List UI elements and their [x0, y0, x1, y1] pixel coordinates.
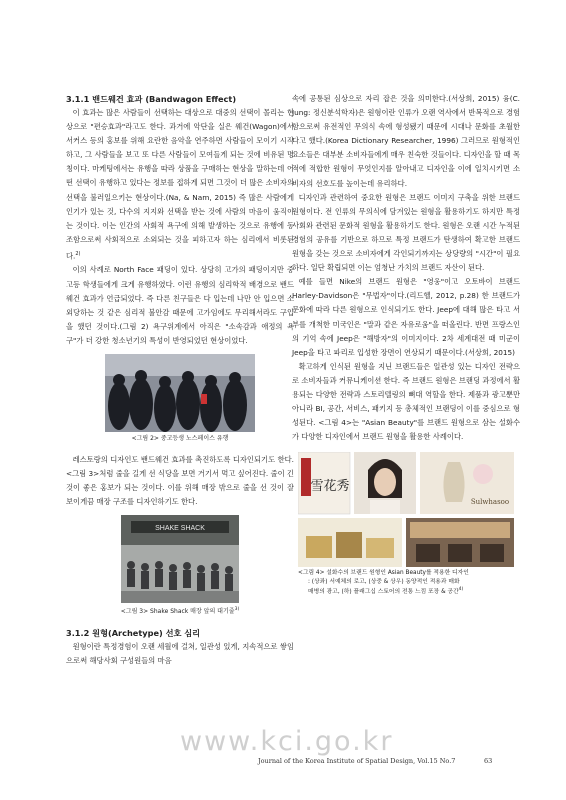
footnote-marker: 3) — [234, 607, 240, 613]
figure-3-caption — [66, 605, 294, 616]
paragraph: 확고하게 인식된 원형을 지닌 브랜드들은 일관성 있는 디자인 전략으로 소비자들과 커뮤니케이션 한다. 즉 브랜드 원형은 브랜딩 과정에서 활용되는 다양한 전략과 스토리텔링의 뼈대 역할을 한다. 제품과 광고뿐만 아니라 BI, 공간, 서비스, 패키지 등 총체적인 브랜딩이 이를 중심으로 형성된다. <그림 4>는 "Asian Beauty"를 브랜드 원형으로 삼는 설화수가 다양한 디자인에서 브랜드 원형을 활용한 사례이다. — [292, 361, 520, 442]
right-column — [292, 92, 520, 607]
sulwhasoo-collage — [298, 452, 514, 567]
section-heading-bandwagon: 3.1.1 밴드웨건 효과 (Bandwagon Effect) — [66, 94, 237, 104]
figure-3-image — [121, 515, 239, 603]
watermark: www.kci.go.kr — [180, 726, 394, 757]
paragraph: 레스토랑의 디자인도 밴드웨건 효과를 촉진하도록 디자인되기도 한다. <그림 3>처럼 줄을 길게 선 식당을 보면 거기서 먹고 싶어진다. 줄이 긴 것이 좋은 홍보가 되는 것이다. 이를 위해 매장 밖으로 줄을 선 것이 잘 보이게끔 매장 구조를 디자인하기도 한다. — [66, 455, 294, 507]
figure-2-image — [105, 354, 255, 432]
paragraph: 예를 들면 Nike의 브랜드 원형은 "영웅"이고 오토바이 브랜드 Harley-Davidson은 "무법자"이다.(리드헬, 2012, p.28) 한 브랜드가 문화에 따라 다른 원형으로 인식되기도 한다. Jeep에 대해 많은 타고 서부를 개척한 미국인은 "말과 같은 자유로움"을 떠올린다. 반면 프랑스인의 기억 속에 Jeep은 "해방자"의 이미지이다. 2차 세계대전 때 미군이 Jeep을 타고 파리로 입성한 장면이 연상되기 때문이다.(서상희, 2015) — [292, 277, 520, 357]
figure-4-caption-line: : (상좌) 서예체의 로고, (상중 & 상우) 동양적인 적용과 매화 — [308, 578, 460, 585]
sulwhasoo-brand-text: Sulwhasoo — [470, 498, 510, 507]
figure-4-caption — [292, 569, 520, 596]
figure-4-caption-line: <그림 4> 설화수의 브랜드 원형인 Asian Beauty를 적용한 디자인 — [298, 570, 469, 577]
crowd-photo — [105, 354, 255, 432]
paragraph-text: 이 효과는 많은 사람들이 선택하는 대상으로 대중의 선택이 몰리는 현상으로 "편승효과"라고도 한다. 과거에 악단을 실은 웨건(Wagon)에서 서커스 등의 홍보를 위해 요란한 음악을 연주하면 사람들이 모이기 시작하고, 그 사람들을 보고 또 다른 사람들이 모여들게 되는 것에 비유된 명칭이다. 마케팅에서는 유행을 따라 상품을 구매하는 현상을 말하는데 어떤 선택이 유행하고 있다는 정보를 접하게 되면 그것이 더 많은 소비자의 선택을 불러일으키는 현상이다.(Na, & Nam, 2015) 즉 많은 사람에게 인기가 있는 것, 다수의 지지와 선택을 받는 것에 사람의 마음이 움직이는 것이다. 이는 인간의 사회적 욕구에 의해 발생하는 것으로 유행에 동조함으로써 사회적으로 소외되는 것을 피하고자 하는 심리에서 비롯된다. — [66, 108, 294, 261]
figure-4-image — [298, 452, 514, 567]
paragraph: 이의 사례로 North Face 패딩이 있다. 상당히 고가의 패딩이지만 중고등 학생들에게 크게 유행하였다. 이런 유행의 심리학적 배경으로 밴드웨건 효과가 언급되었다. 즉 다른 친구들은 다 입는데 나만 안 입으면 소외당하는 것 같은 심리적 불안감 때문에 고가임에도 무리해서라도 구입을 했던 것이다.(그림 2) 욕구위계에서 아직은 "소속감과 애정의 욕구"가 더 강한 청소년기의 특성이 반영되었던 현상이었다. — [66, 265, 294, 345]
journal-name: Journal of the Korea Institute of Spatial Design, Vol.15 No.7 — [258, 757, 456, 765]
figure-3-caption-text: <그림 3> Shake Shack 매장 앞의 대기줄 — [120, 608, 235, 616]
paragraph: 디자인과 관련하여 중요한 원형은 브랜드 이미지 구축을 위한 브랜드 원형이다. 전 인류의 무의식에 담겨있는 원형을 활용하기도 하지만 특정 사회와 관련된 문화적 원형을 활용하기도 한다. 원형은 오랜 시간 누적된 경험의 공유를 기반으로 하므로 특정 브랜드가 탄생하여 확고한 브랜드 원형을 갖는 것으로 소비자에게 각인되기까지는 상당량의 "시간"이 필요하다. 일단 확립되면 이는 엄청난 가치의 브랜드 자산이 된다. — [292, 192, 520, 273]
footnote-marker: 4) — [458, 587, 464, 593]
footnote-marker: 2) — [75, 250, 81, 257]
left-column — [66, 92, 294, 669]
shake-shack-sign: SHAKE SHACK — [155, 525, 205, 533]
paragraph: 원형이란 특정경험이 오랜 세월에 걸쳐, 일관성 있게, 지속적으로 쌓임으로써 해당사회 구성원들의 마음 — [66, 642, 294, 666]
paragraph — [66, 106, 294, 263]
figure-2-caption: <그림 2> 중고등생 노스페이스 유행 — [131, 435, 229, 443]
page-number: 63 — [484, 757, 493, 765]
shake-shack-photo — [121, 515, 239, 603]
figure-4-caption-text: 매병의 광고, (하) 플래그십 스토어의 전통 느낌 포장 & 공간 — [308, 589, 459, 596]
paragraph: 속에 공통된 심상으로 자리 잡은 것을 의미한다.(서상희, 2015) 융(C. Jung: 정신분석학자)은 원형이란 인류가 오랜 역사에서 반복적으로 경험함으로써 유전적인 무의식 속에 형성됐기 때문에 시대나 문화를 초월한다고 했다.(Korea Dictionary Researcher, 1996) 그러므로 원형적인 요소들은 대부분 소비자들에게 매우 친숙한 것들이다. 디자인을 할 때 목적에 적합한 원형이 무엇인지를 알아내고 디자인을 이에 일치시키면 소비자의 선호도를 높이는데 유리하다. — [292, 94, 520, 188]
sulwhasoo-calligraphy-logo: 雪花秀 — [310, 479, 350, 495]
figure-4-caption-line — [298, 586, 520, 596]
section-heading-archetype: 3.1.2 원형(Archetype) 선호 심리 — [66, 628, 201, 639]
